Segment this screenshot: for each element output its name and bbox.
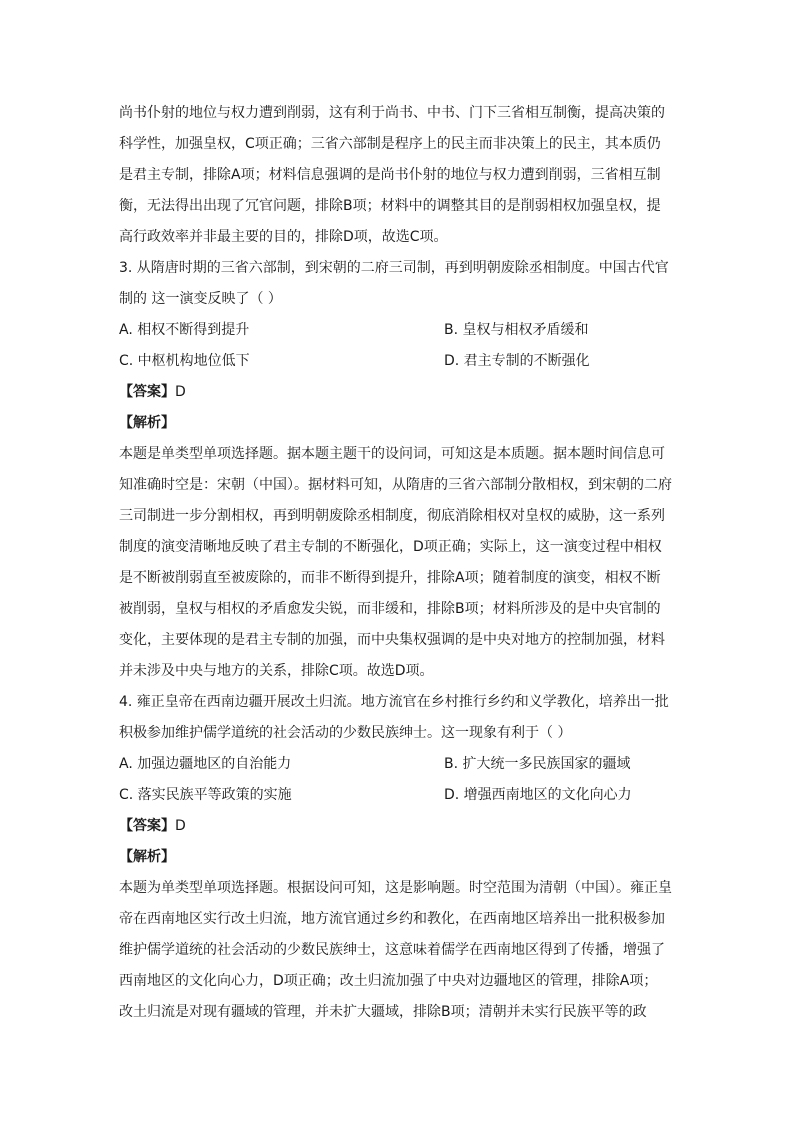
question-stem-line: 4. 雍正皇帝在西南边疆开展改土归流。地方流官在乡村推行乡约和义学教化，培养出一批 xyxy=(119,694,669,710)
analysis-label: 【解析】 xyxy=(119,415,175,431)
question-stem-line: 3. 从隋唐时期的三省六部制，到宋朝的二府三司制，再到明朝废除丞相制度。中国古代官 xyxy=(119,260,669,276)
option-b: B. 扩大统一多民族国家的疆域 xyxy=(444,756,631,772)
analysis-line: 本题为单类型单项选择题。根据设问可知，这是影响题。时空范围为清朝（中国）。雍正皇 xyxy=(119,880,672,896)
option-b: B. 皇权与相权矛盾缓和 xyxy=(444,322,589,338)
question-stem-line: 积极参加维护儒学道统的社会活动的少数民族绅士。这一现象有利于（ ） xyxy=(119,725,572,741)
analysis-line: 是不断被削弱直至被废除的，而非不断得到提升，排除A项；随着制度的演变，相权不断 xyxy=(119,570,661,586)
analysis-line: 西南地区的文化向心力，D项正确；改土归流加强了中央对边疆地区的管理，排除A项； xyxy=(119,973,658,989)
analysis-line: 制度的演变清晰地反映了君主专制的不断强化，D项正确；实际上，这一演变过程中相权 xyxy=(119,539,662,555)
question-3 xyxy=(119,253,679,687)
analysis-line: 知准确时空是：宋朝（中国）。据材料可知，从隋唐的三省六部制分散相权，到宋朝的二府 xyxy=(119,477,672,493)
answer-line xyxy=(119,377,679,408)
analysis-line: 衡，无法得出出现了冗官问题，排除B项；材料中的调整其目的是削弱相权加强皇权，提 xyxy=(119,198,661,214)
options-row xyxy=(119,780,679,811)
analysis-line: 尚书仆射的地位与权力遭到削弱，这有利于尚书、中书、门下三省相互制衡，提高决策的 xyxy=(119,105,665,121)
answer-label: 【答案】 xyxy=(119,818,175,834)
option-c: C. 落实民族平等政策的实施 xyxy=(119,787,292,803)
question-stem-line: 制的 这一演变反映了（ ） xyxy=(119,291,282,307)
question-4 xyxy=(119,687,679,1028)
options-row xyxy=(119,315,679,346)
answer-value: D xyxy=(175,384,186,400)
options-row xyxy=(119,346,679,377)
analysis-line: 并未涉及中央与地方的关系，排除C项。故选D项。 xyxy=(119,663,434,679)
answer-label: 【答案】 xyxy=(119,384,175,400)
analysis-line: 帝在西南地区实行改土归流，地方流官通过乡约和教化，在西南地区培养出一批积极参加 xyxy=(119,911,665,927)
analysis-line: 被削弱，皇权与相权的矛盾愈发尖锐，而非缓和，排除B项；材料所涉及的是中央官制的 xyxy=(119,601,661,617)
previous-analysis-continued xyxy=(119,98,679,253)
analysis-line: 本题是单类型单项选择题。据本题主题干的设问词，可知这是本质题。据本题时间信息可 xyxy=(119,446,665,462)
answer-line xyxy=(119,811,679,842)
analysis-line: 维护儒学道统的社会活动的少数民族绅士，这意味着儒学在西南地区得到了传播，增强了 xyxy=(119,942,665,958)
option-c: C. 中枢机构地位低下 xyxy=(119,353,250,369)
document-page xyxy=(119,98,679,1028)
options-row xyxy=(119,749,679,780)
analysis-line: 高行政效率并非最主要的目的，排除D项，故选C项。 xyxy=(119,229,448,245)
analysis-line: 变化，主要体现的是君主专制的加强，而中央集权强调的是中央对地方的控制加强，材料 xyxy=(119,632,665,648)
analysis-line: 科学性，加强皇权，C项正确；三省六部制是程序上的民主而非决策上的民主，其本质仍 xyxy=(119,136,661,152)
option-d: D. 增强西南地区的文化向心力 xyxy=(444,787,632,803)
option-d: D. 君主专制的不断强化 xyxy=(444,353,590,369)
answer-value: D xyxy=(175,818,186,834)
analysis-line: 改土归流是对现有疆域的管理，并未扩大疆域，排除B项；清朝并未实行民族平等的政 xyxy=(119,1004,647,1020)
analysis-line: 是君主专制，排除A项；材料信息强调的是尚书仆射的地位与权力遭到削弱，三省相互制 xyxy=(119,167,661,183)
analysis-label: 【解析】 xyxy=(119,849,175,865)
analysis-line: 三司制进一步分割相权，再到明朝废除丞相制度，彻底消除相权对皇权的威胁，这一系列 xyxy=(119,508,665,524)
option-a: A. 加强边疆地区的自治能力 xyxy=(119,756,292,772)
option-a: A. 相权不断得到提升 xyxy=(119,322,250,338)
